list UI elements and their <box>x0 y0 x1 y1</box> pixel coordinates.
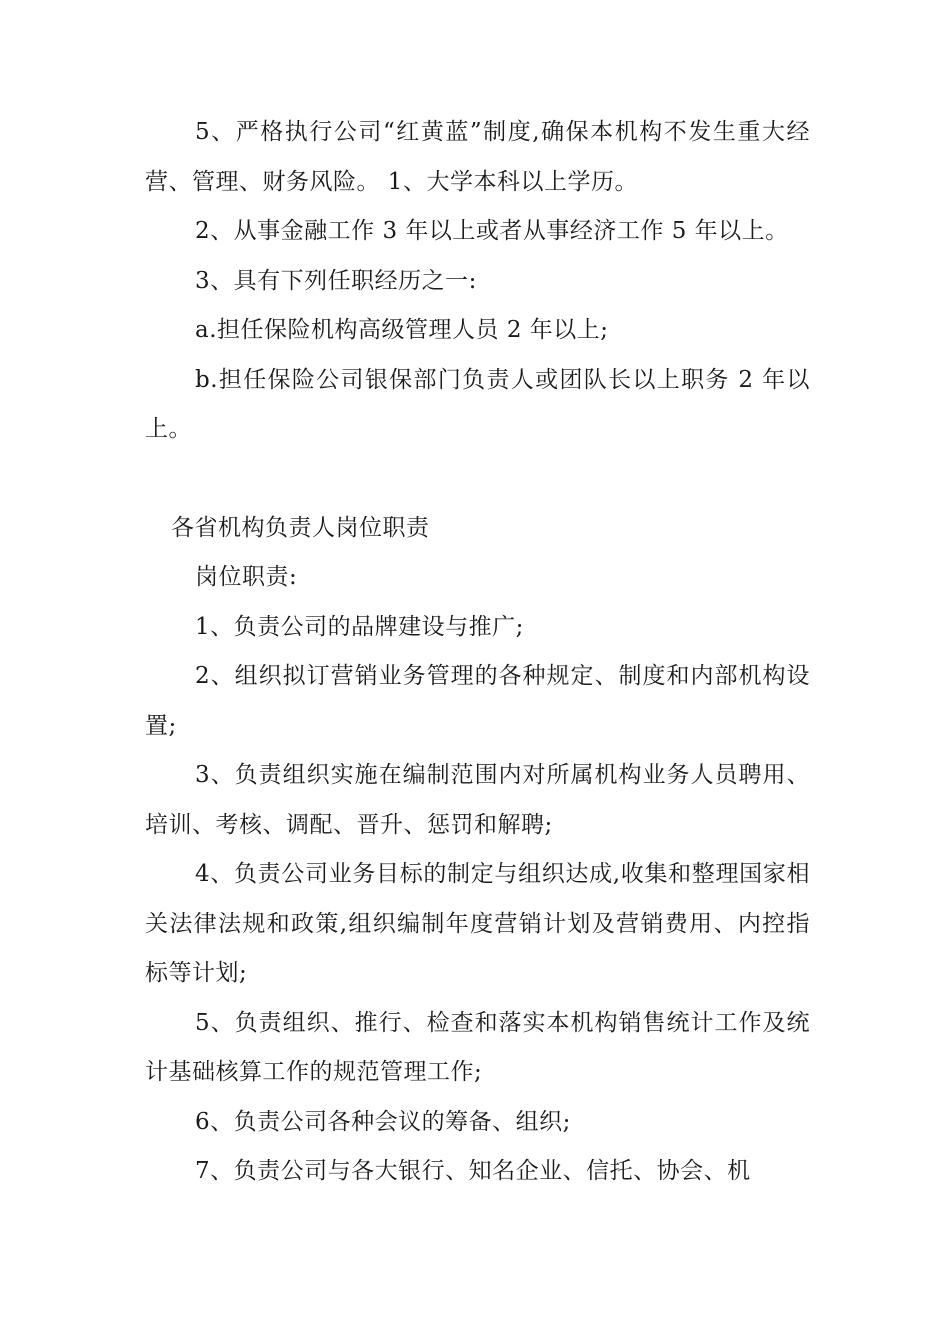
paragraph: 3、具有下列任职经历之一: <box>195 267 477 294</box>
paragraph: 2、组织拟订营销业务管理的各种规定、制度和内部机构设置; <box>145 663 810 739</box>
paragraph: a.担任保险机构高级管理人员 2 年以上; <box>195 317 609 343</box>
section-spacer <box>145 455 810 504</box>
paragraph: 5、负责组织、推行、检查和落实本机构销售统计工作及统计基础核算工作的规范管理工作; <box>145 1009 810 1085</box>
section-title: 各省机构负责人岗位职责 <box>171 514 430 541</box>
paragraph: 2、从事金融工作 3 年以上或者从事经济工作 5 年以上。 <box>195 218 789 244</box>
paragraph: 岗位职责: <box>195 564 298 590</box>
paragraph: 4、负责公司业务目标的制定与组织达成,收集和整理国家相关法律法规和政策,组织编制年度营销计划及营销费用、内控指标等计划; <box>145 861 810 986</box>
paragraph: 5、严格执行公司“红黄蓝”制度,确保本机构不发生重大经营、管理、财务风险。 1、大学本科以上学历。 <box>145 119 810 195</box>
paragraph: b.担任保险公司银保部门负责人或团队长以上职务 2 年以上。 <box>145 366 810 442</box>
paragraph: 3、负责组织实施在编制范围内对所属机构业务人员聘用、培训、考核、调配、晋升、惩罚和解聘; <box>145 762 810 838</box>
paragraph: 1、负责公司的品牌建设与推广; <box>195 613 524 640</box>
paragraph: 7、负责公司与各大银行、知名企业、信托、协会、机 <box>195 1158 751 1184</box>
document-body <box>145 108 810 1197</box>
paragraph: 6、负责公司各种会议的筹备、组织; <box>195 1108 571 1135</box>
